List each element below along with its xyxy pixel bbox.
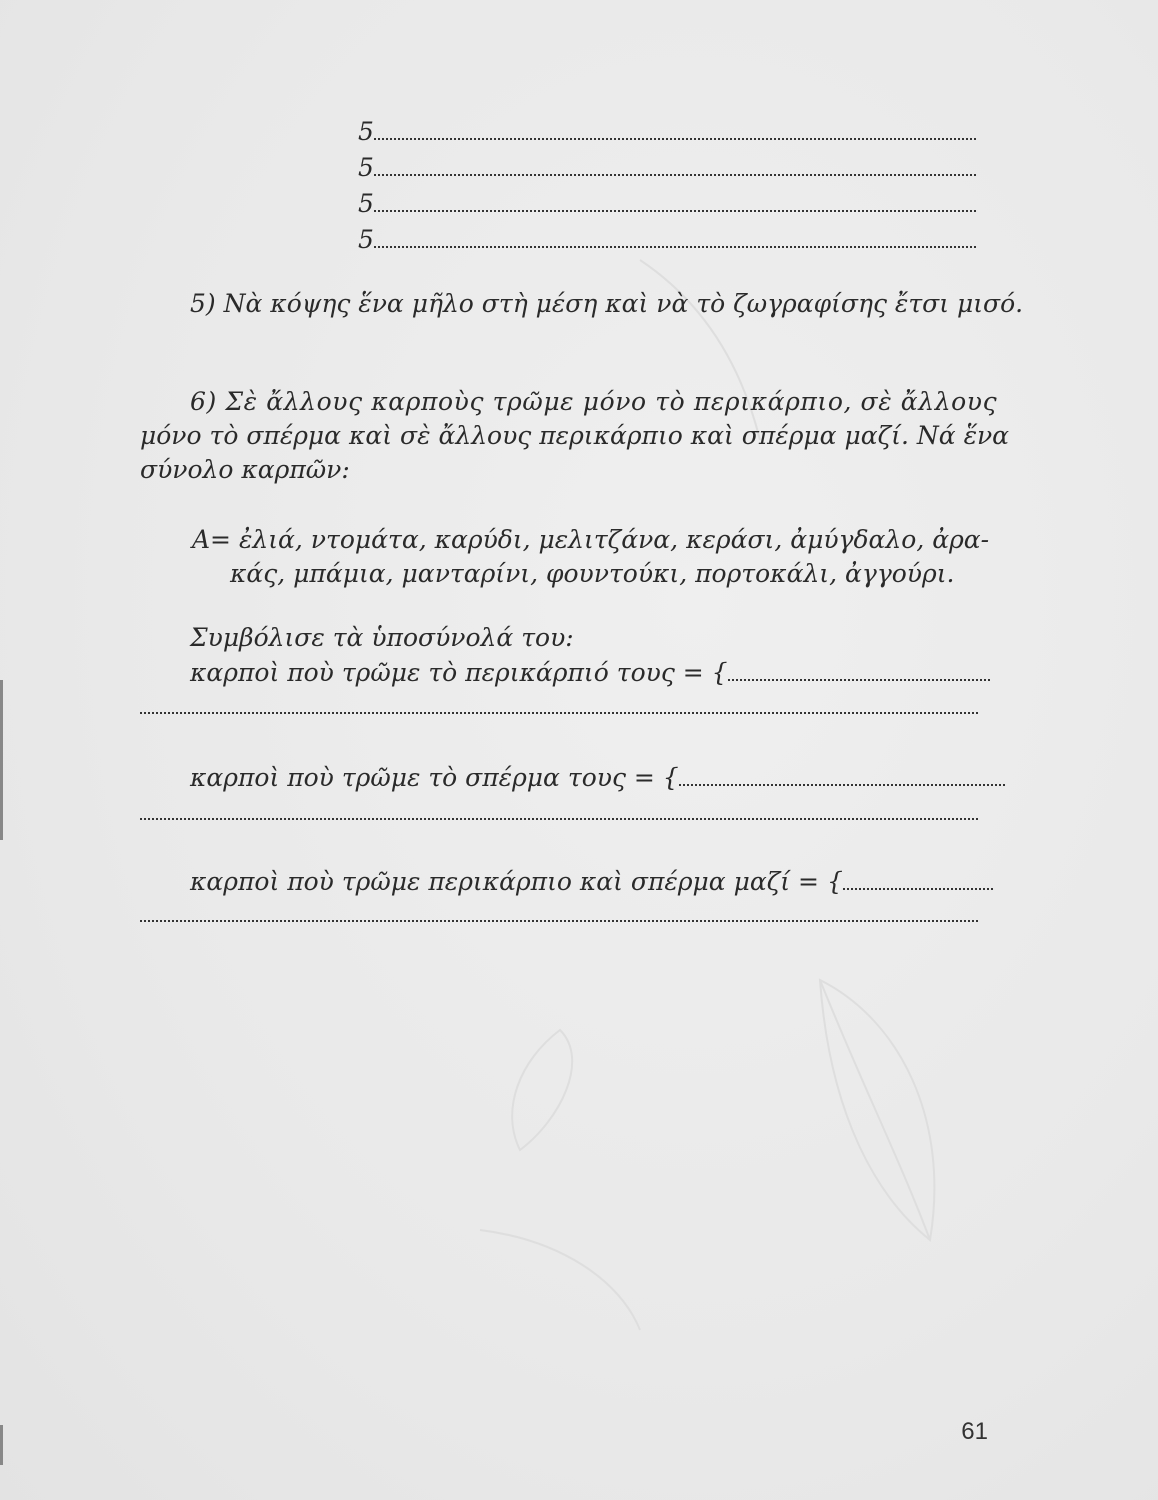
answer-line [358, 186, 978, 222]
answer-line [358, 114, 978, 150]
answer-line [358, 150, 978, 186]
question-5: 5) Νὰ κόψης ἕνα μῆλο στὴ μέση καὶ νὰ τὸ ζωγραφίσης ἔτσι μισό. [190, 289, 1024, 318]
answer-line-label: 5 [358, 189, 374, 218]
subset-label [190, 864, 980, 900]
subset-text: καρποὶ ποὺ τρῶμε τὸ σπέρμα τους = { [190, 763, 679, 792]
subset-label [190, 655, 980, 691]
answer-line [358, 222, 978, 258]
dotted-blank [374, 173, 976, 176]
dotted-blank [679, 783, 1005, 786]
symbolize-prompt: Συμβόλισε τὰ ὑποσύνολά του: [190, 623, 574, 652]
dotted-blank-line [140, 920, 978, 922]
dotted-blank [374, 209, 976, 212]
dotted-blank [374, 245, 976, 248]
question-6-line-2: μόνο τὸ σπέρμα καὶ σὲ ἄλλους περικάρπιο καὶ σπέρμα μαζί. Νά ἕνα [140, 421, 1010, 450]
set-a-line-1: Α= ἐλιά, ντομάτα, καρύδι, μελιτζάνα, κεράσι, ἀμύγδαλο, ἀρα- [192, 525, 990, 554]
dotted-blank-line [140, 818, 978, 820]
answer-line-label: 5 [358, 225, 374, 254]
set-a-line-2: κάς, μπάμια, μανταρίνι, φουντούκι, πορτοκάλι, ἀγγούρι. [230, 559, 955, 588]
question-6-line-1: 6) Σὲ ἄλλους καρποὺς τρῶμε μόνο τὸ περικάρπιο, σὲ ἄλλους [190, 387, 998, 416]
answer-line-label: 5 [358, 153, 374, 182]
question-6-line-3: σύνολο καρπῶν: [140, 455, 350, 484]
dotted-blank-line [140, 712, 978, 714]
subset-label [190, 760, 980, 796]
dotted-blank [843, 887, 993, 890]
dotted-blank [374, 137, 976, 140]
subset-text: καρποὶ ποὺ τρῶμε τὸ περικάρπιό τους = { [190, 658, 728, 687]
page-number: 61 [961, 1418, 988, 1445]
answer-line-label: 5 [358, 117, 374, 146]
left-edge-mark [0, 680, 3, 840]
dotted-blank [728, 678, 990, 681]
subset-text: καρποὶ ποὺ τρῶμε περικάρπιο καὶ σπέρμα μαζί = { [190, 867, 843, 896]
left-edge-mark [0, 1425, 3, 1465]
